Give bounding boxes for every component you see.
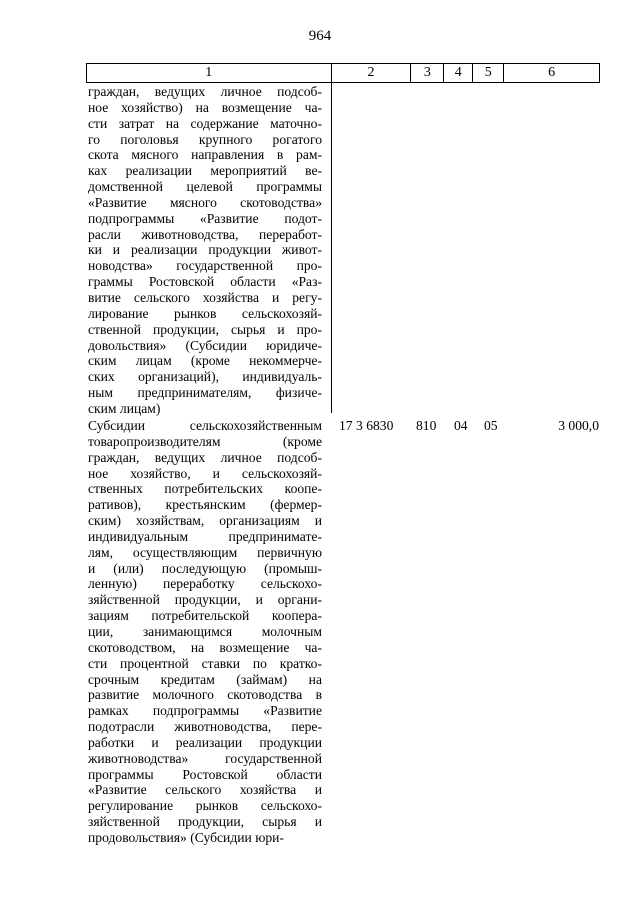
description-line: скота мясного направления в рам- bbox=[88, 147, 322, 163]
description-line: сти затрат на содержание маточно- bbox=[88, 115, 322, 131]
description-line: ки и реализации продукции живот- bbox=[88, 242, 322, 258]
description-line: граммы Ростовской области «Раз- bbox=[88, 274, 322, 290]
description-line: ским) хозяйствам, организациям и bbox=[88, 513, 322, 529]
column-header-1: 1 bbox=[87, 64, 332, 82]
row-2-description bbox=[88, 418, 322, 846]
column-header-6: 6 bbox=[504, 64, 600, 82]
description-line: ственной продукции, сырья и про- bbox=[88, 321, 322, 337]
description-line: новодства» государственной про- bbox=[88, 258, 322, 274]
description-line: лирование рынков сельскохозяй- bbox=[88, 305, 322, 321]
description-line: ное хозяйство) на возмещение ча- bbox=[88, 99, 322, 115]
description-line: скотоводством, на возмещение ча- bbox=[88, 639, 322, 655]
description-line: подотрасли животноводства, пере- bbox=[88, 719, 322, 735]
description-line: срочным кредитам (займам) на bbox=[88, 671, 322, 687]
description-line: регулирование рынков сельскохо- bbox=[88, 798, 322, 814]
description-line: домственной целевой программы bbox=[88, 179, 322, 195]
description-line: ках реализации мероприятий ве- bbox=[88, 163, 322, 179]
description-line: программы Ростовской области bbox=[88, 766, 322, 782]
description-line: и (или) последующую (промыш- bbox=[88, 560, 322, 576]
description-line: ским лицам (кроме некоммерче- bbox=[88, 353, 322, 369]
description-line: граждан, ведущих личное подсоб- bbox=[88, 84, 322, 99]
description-line: расли животноводства, переработ- bbox=[88, 226, 322, 242]
description-line: рамках подпрограммы «Развитие bbox=[88, 703, 322, 719]
row-2-pr: 05 bbox=[484, 418, 498, 433]
description-line: зяйственной продукции, сырья и bbox=[88, 814, 322, 830]
description-line: ских организаций), индивидуаль- bbox=[88, 369, 322, 385]
description-line: граждан, ведущих личное подсоб- bbox=[88, 449, 322, 465]
description-line: ции, занимающимся молочным bbox=[88, 623, 322, 639]
row-1-description bbox=[88, 84, 322, 417]
description-line: ративов), крестьянским (фермер- bbox=[88, 497, 322, 513]
description-line: го поголовья крупного рогатого bbox=[88, 131, 322, 147]
description-line: ное хозяйство, и сельскохозяй- bbox=[88, 465, 322, 481]
description-line: работки и реализации продукции bbox=[88, 734, 322, 750]
description-line: витие сельского хозяйства и регу- bbox=[88, 289, 322, 305]
description-line: продовольствия» (Субсидии юри- bbox=[88, 829, 284, 845]
description-line: развитие молочного скотоводства в bbox=[88, 687, 322, 703]
table-header bbox=[86, 63, 600, 83]
description-line: ственных потребительских коопе- bbox=[88, 481, 322, 497]
column-header-5: 5 bbox=[473, 64, 504, 82]
description-line: животноводства» государственной bbox=[88, 750, 322, 766]
row-2-code: 17 3 6830 bbox=[339, 418, 394, 433]
description-line: подпрограммы «Развитие подот- bbox=[88, 210, 322, 226]
row-2-rz: 04 bbox=[454, 418, 468, 433]
description-line: ным предпринимателям, физиче- bbox=[88, 385, 322, 401]
description-line: Субсидии сельскохозяйственным bbox=[88, 418, 322, 433]
row-2-amount: 3 000,0 bbox=[558, 418, 599, 433]
description-line: «Развитие сельского хозяйства и bbox=[88, 782, 322, 798]
description-line: ским лицам) bbox=[88, 400, 161, 416]
column-header-4: 4 bbox=[444, 64, 473, 82]
description-line: зациям потребительской коопера- bbox=[88, 608, 322, 624]
row-2-vr: 810 bbox=[416, 418, 437, 433]
page-number: 964 bbox=[308, 28, 332, 44]
description-line: довольствия» (Субсидии юридиче- bbox=[88, 337, 322, 353]
description-line: зяйственной продукции, и органи- bbox=[88, 592, 322, 608]
description-line: ленную) переработку сельскохо- bbox=[88, 576, 322, 592]
column-header-3: 3 bbox=[411, 64, 444, 82]
column-divider bbox=[331, 83, 332, 413]
description-line: «Развитие мясного скотоводства» bbox=[88, 194, 322, 210]
description-line: индивидуальным предпринимате- bbox=[88, 528, 322, 544]
description-line: сти процентной ставки по кратко- bbox=[88, 655, 322, 671]
description-line: лям, осуществляющим первичную bbox=[88, 544, 322, 560]
description-line: товаропроизводителям (кроме bbox=[88, 433, 322, 449]
column-header-2: 2 bbox=[332, 64, 412, 82]
